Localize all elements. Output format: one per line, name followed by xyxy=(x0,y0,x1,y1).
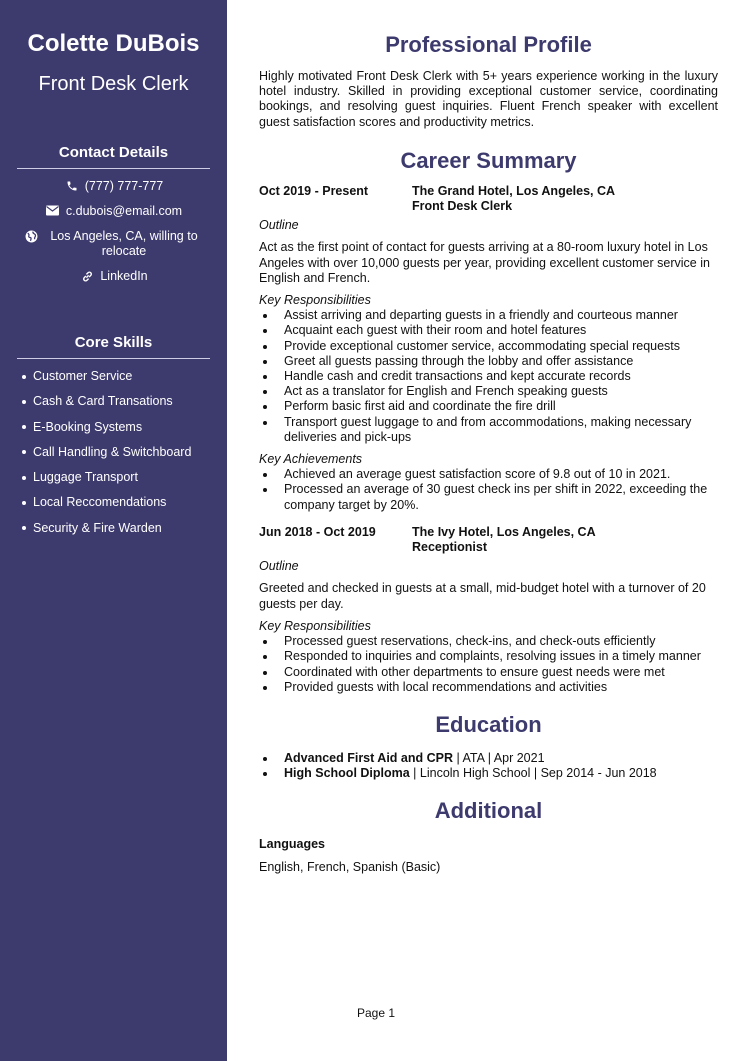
education-item: Advanced First Aid and CPR | ATA | Apr 2021 xyxy=(259,751,718,766)
responsibilities-list xyxy=(259,634,718,695)
skill-item: Security & Fire Warden xyxy=(17,521,210,536)
envelope-icon xyxy=(45,205,61,216)
skill-item: E-Booking Systems xyxy=(17,420,210,435)
profile-heading: Professional Profile xyxy=(385,32,592,57)
job-role: Receptionist xyxy=(412,540,488,555)
list-item: Coordinated with other departments to ensure guest needs were met xyxy=(259,665,718,680)
education-item: High School Diploma | Lincoln High School | Sep 2014 - Jun 2018 xyxy=(259,766,718,781)
career-heading: Career Summary xyxy=(400,147,577,173)
list-item: Provide exceptional customer service, accommodating special requests xyxy=(259,339,718,354)
outline-label: Outline xyxy=(259,218,299,233)
main-content xyxy=(259,0,718,875)
list-item: Processed guest reservations, check-ins, and check-outs efficiently xyxy=(259,634,718,649)
page-number: Page 1 xyxy=(357,1006,396,1020)
contact-location xyxy=(17,229,210,259)
job-outline: Greeted and checked in guests at a small, mid-budget hotel with a turnover of 20 guests per day. xyxy=(259,581,706,611)
skill-item: Luggage Transport xyxy=(17,470,210,485)
contact-location-text: Los Angeles, CA, willing to relocate xyxy=(50,229,198,258)
sidebar xyxy=(0,0,227,1061)
job-role: Front Desk Clerk xyxy=(412,199,513,214)
globe-icon xyxy=(23,230,39,243)
skill-item: Call Handling & Switchboard xyxy=(17,445,210,460)
languages-label: Languages xyxy=(259,837,325,852)
list-item: Transport guest luggage to and from accommodations, making necessary deliveries and pick-ups xyxy=(259,415,718,445)
skill-item: Customer Service xyxy=(17,369,210,384)
languages-text: English, French, Spanish (Basic) xyxy=(259,859,441,874)
skill-item: Local Reccomendations xyxy=(17,495,210,510)
job-dates: Oct 2019 - Present xyxy=(259,183,369,198)
responsibilities-label: Key Responsibilities xyxy=(259,293,371,308)
profile-text: Highly motivated Front Desk Clerk with 5+ years experience working in the luxury hotel industry. Skilled in providing exceptional customer service, coordinating bookings, and resolving guest inquiries. Fluent French speaker with excellent guest satisfaction scores and productivity metrics. xyxy=(259,69,718,129)
contact-linkedin xyxy=(17,269,210,284)
contact-email xyxy=(17,204,210,219)
list-item: Assist arriving and departing guests in a friendly and courteous manner xyxy=(259,308,718,323)
list-item: Perform basic first aid and coordinate the fire drill xyxy=(259,399,718,414)
list-item: Responded to inquiries and complaints, resolving issues in a timely manner xyxy=(259,649,718,664)
contact-phone-text: (777) 777-777 xyxy=(84,179,164,193)
skills-heading: Core Skills xyxy=(17,334,210,359)
responsibilities-label: Key Responsibilities xyxy=(259,618,371,633)
job-outline: Act as the first point of contact for guests arriving at a 80-room luxury hotel in Los Angeles with over 10,000 guests per year, providing excellent customer service in English and French. xyxy=(259,240,710,285)
list-item: Greet all guests passing through the lobby and offer assistance xyxy=(259,354,718,369)
job-entry xyxy=(259,184,718,513)
skills-list xyxy=(17,369,210,536)
achievements-label: Key Achievements xyxy=(259,452,363,467)
job-entry xyxy=(259,525,718,695)
achievements-list xyxy=(259,467,718,513)
responsibilities-list xyxy=(259,308,718,445)
job-header xyxy=(259,525,718,555)
list-item: Acquaint each guest with their room and hotel features xyxy=(259,323,718,338)
outline-label: Outline xyxy=(259,559,299,574)
contact-linkedin-text[interactable]: LinkedIn xyxy=(100,269,148,283)
job-employer: The Grand Hotel, Los Angeles, CA xyxy=(412,183,616,198)
contact-email-text[interactable]: c.dubois@email.com xyxy=(65,204,183,218)
additional-heading: Additional xyxy=(434,798,543,824)
contact-phone xyxy=(17,179,210,194)
education-heading: Education xyxy=(435,711,542,737)
candidate-name: Colette DuBois xyxy=(27,30,200,57)
list-item: Processed an average of 30 guest check ins per shift in 2022, exceeding the company target by 20%. xyxy=(259,482,718,512)
education-list xyxy=(259,751,718,781)
link-icon xyxy=(79,270,95,283)
phone-icon xyxy=(64,180,80,192)
job-dates: Jun 2018 - Oct 2019 xyxy=(259,524,376,539)
job-header xyxy=(259,184,718,214)
job-employer: The Ivy Hotel, Los Angeles, CA xyxy=(412,524,596,539)
candidate-title: Front Desk Clerk xyxy=(38,73,189,95)
contact-heading: Contact Details xyxy=(17,144,210,169)
list-item: Act as a translator for English and French speaking guests xyxy=(259,384,718,399)
list-item: Provided guests with local recommendations and activities xyxy=(259,680,718,695)
list-item: Handle cash and credit transactions and kept accurate records xyxy=(259,369,718,384)
skill-item: Cash & Card Transations xyxy=(17,394,210,409)
contact-list xyxy=(17,179,210,284)
list-item: Achieved an average guest satisfaction score of 9.8 out of 10 in 2021. xyxy=(259,467,718,482)
